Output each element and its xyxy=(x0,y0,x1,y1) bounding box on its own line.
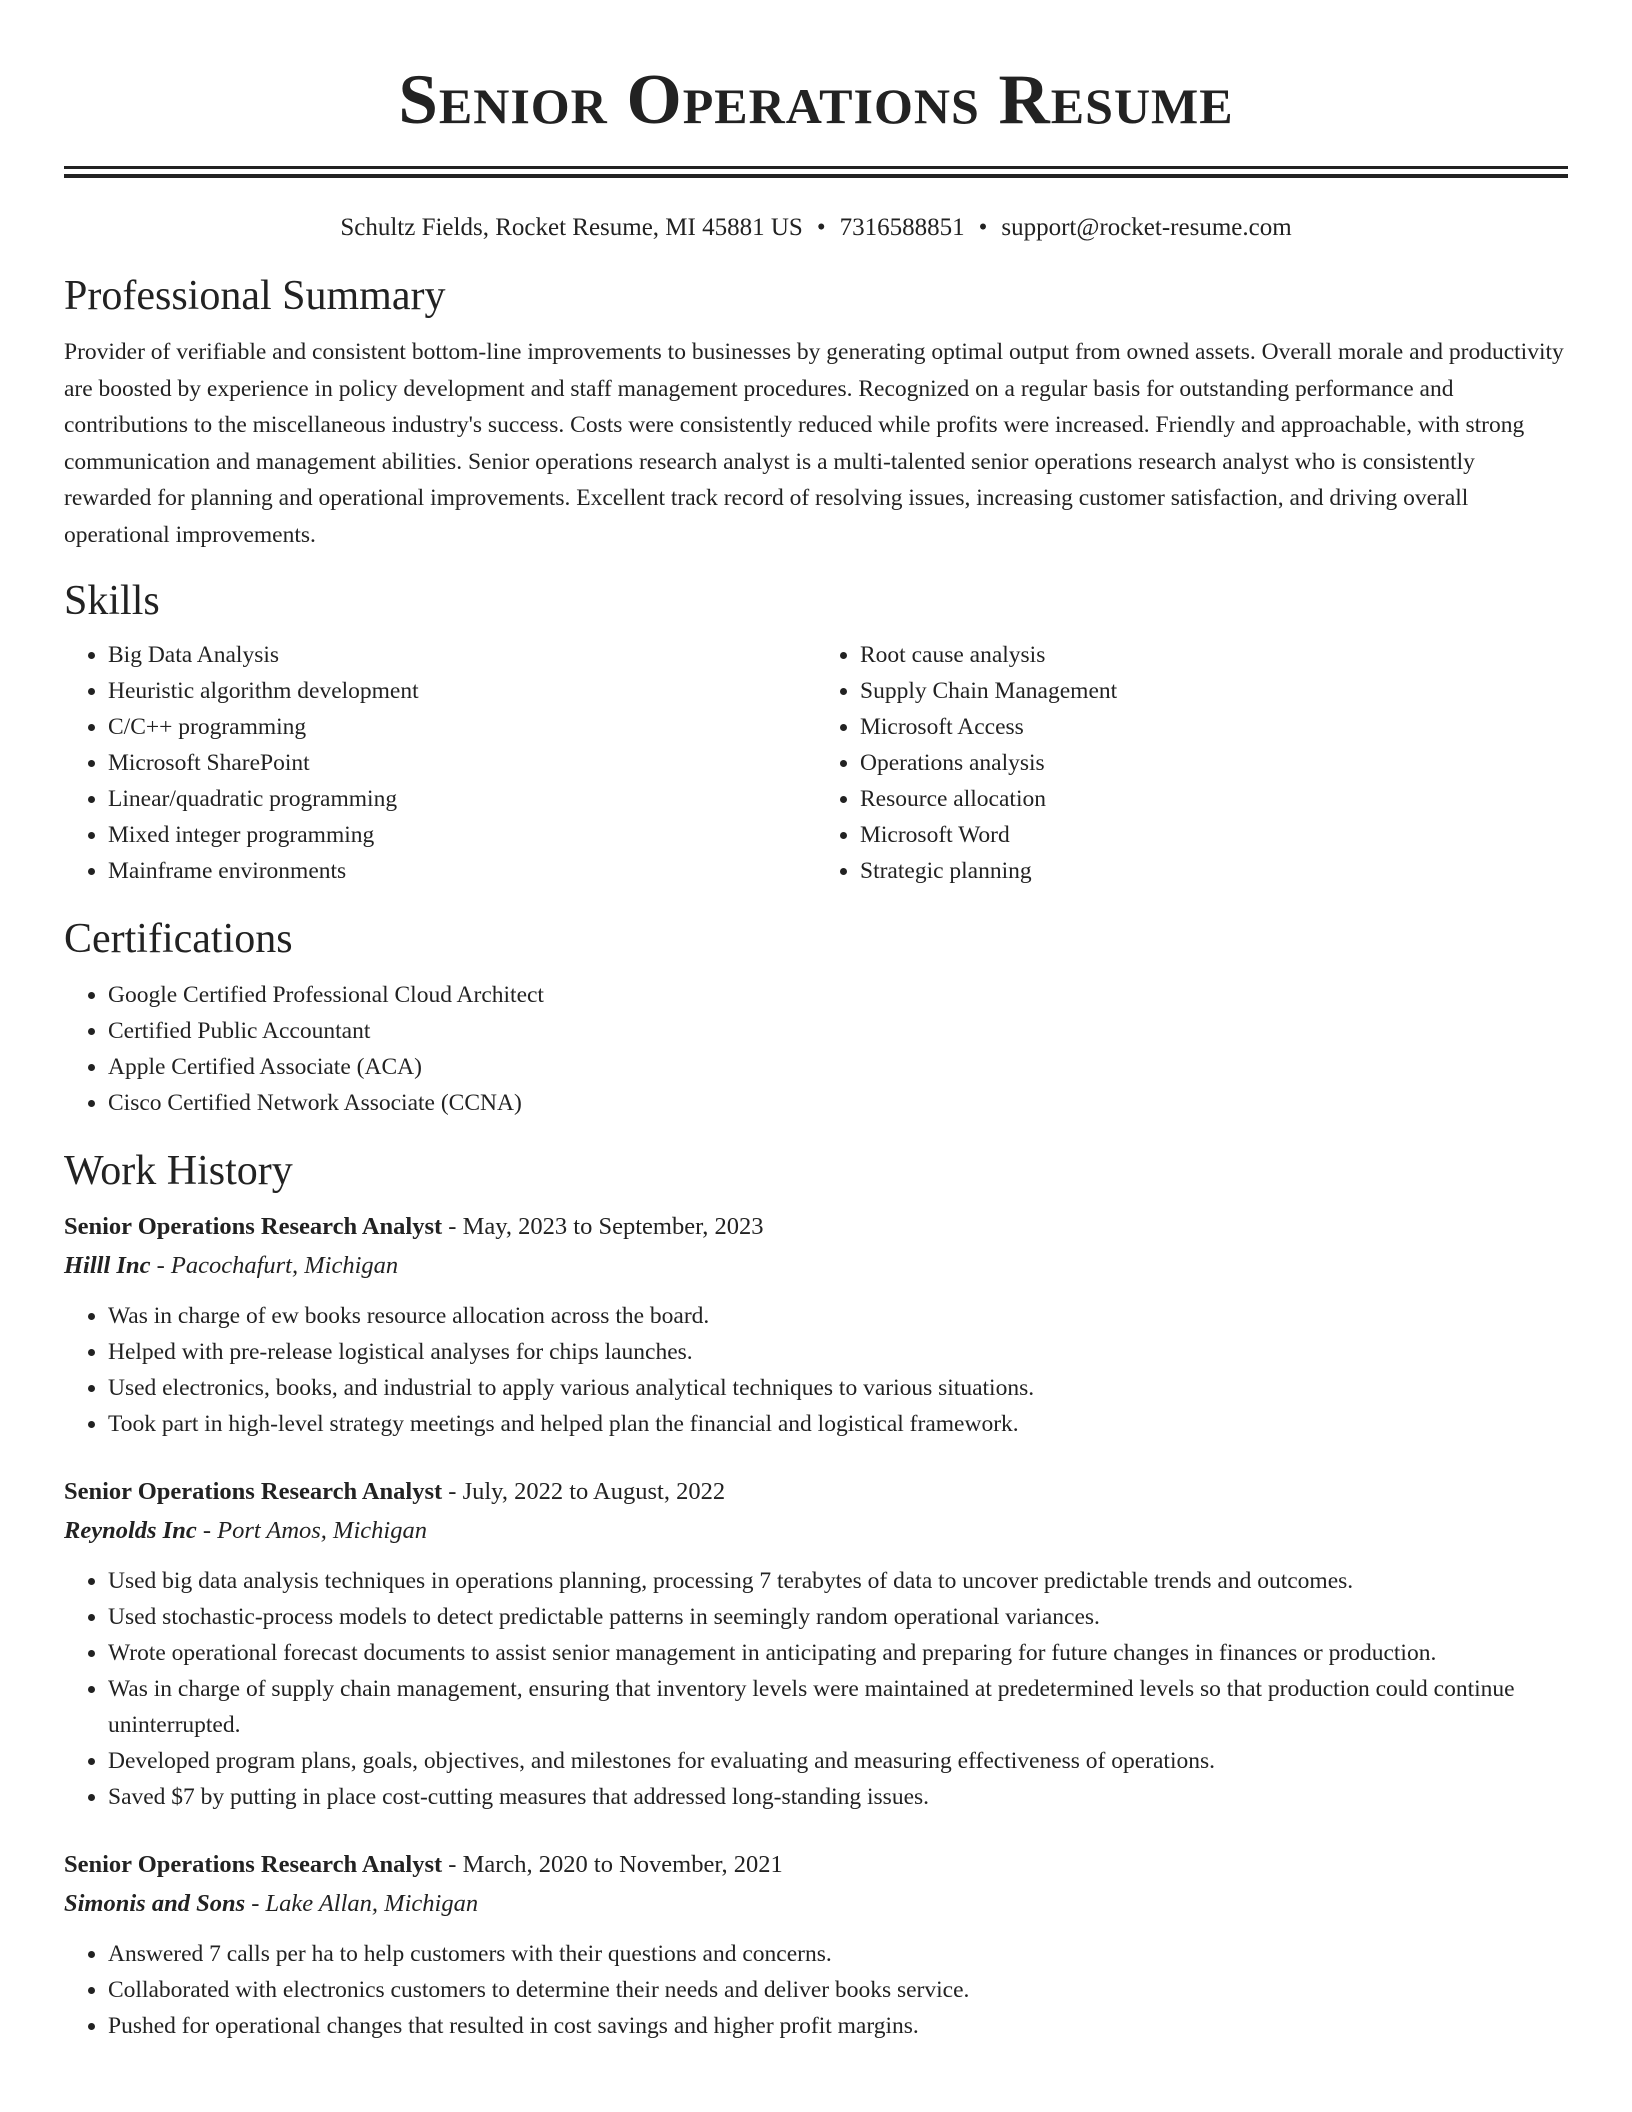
list-item: • Microsoft Word xyxy=(860,817,1568,853)
skills-heading: Skills xyxy=(64,578,160,624)
company-name: Hilll Inc xyxy=(64,1252,151,1279)
company-location: - Port Amos, Michigan xyxy=(196,1517,427,1544)
job-entry xyxy=(64,1474,1568,1815)
job-title: Senior Operations Research Analyst xyxy=(64,1213,443,1240)
job-title-line xyxy=(64,1474,1568,1510)
list-item: • C/C++ programming xyxy=(108,709,816,745)
job-entry xyxy=(64,1209,1568,1442)
list-item: • Was in charge of supply chain management, ensuring that inventory levels were maintained at predetermined levels so that production could continue uninterrupted. xyxy=(108,1671,1568,1743)
list-item: • Apple Certified Associate (ACA) xyxy=(108,1049,1568,1085)
summary-heading: Professional Summary xyxy=(64,273,446,319)
list-item: • Cisco Certified Network Associate (CCNA) xyxy=(108,1085,1568,1121)
contact-address: Schultz Fields, Rocket Resume, MI 45881 US xyxy=(340,214,803,241)
list-item: • Heuristic algorithm development xyxy=(108,673,816,709)
company-name: Simonis and Sons xyxy=(64,1890,246,1917)
list-item: • Linear/quadratic programming xyxy=(108,781,816,817)
list-item: • Microsoft Access xyxy=(860,709,1568,745)
list-item: • Used electronics, books, and industrial to apply various analytical techniques to various situations. xyxy=(108,1370,1568,1406)
job-bullets xyxy=(64,1936,1568,2044)
certifications-list xyxy=(64,977,1568,1121)
company-location: - Lake Allan, Michigan xyxy=(245,1890,479,1917)
list-item: • Took part in high-level strategy meetings and helped plan the financial and logistical framework. xyxy=(108,1406,1568,1442)
contact-line xyxy=(64,212,1568,244)
list-item: • Wrote operational forecast documents to assist senior management in anticipating and preparing for future changes in finances or production. xyxy=(108,1635,1568,1671)
contact-phone: 7316588851 xyxy=(839,214,965,241)
skills-list-right xyxy=(816,637,1568,889)
company-line xyxy=(64,1513,1568,1549)
list-item: • Pushed for operational changes that resulted in cost savings and higher profit margins. xyxy=(108,2008,1568,2044)
list-item: • Answered 7 calls per ha to help customers with their questions and concerns. xyxy=(108,1936,1568,1972)
certifications-heading: Certifications xyxy=(64,916,293,962)
list-item: • Helped with pre-release logistical analyses for chips launches. xyxy=(108,1334,1568,1370)
company-location: - Pacochafurt, Michigan xyxy=(150,1252,399,1279)
resume-title: Senior Operations Resume xyxy=(398,61,1234,139)
contact-separator: • xyxy=(816,214,826,241)
list-item: • Used stochastic-process models to detect predictable patterns in seemingly random operational variances. xyxy=(108,1599,1568,1635)
company-name: Reynolds Inc xyxy=(64,1517,197,1544)
list-item: • Mainframe environments xyxy=(108,853,816,889)
list-item: • Collaborated with electronics customers to determine their needs and deliver books service. xyxy=(108,1972,1568,2008)
job-title: Senior Operations Research Analyst xyxy=(64,1478,443,1505)
skills-grid xyxy=(64,637,1568,889)
job-title-line xyxy=(64,1209,1568,1245)
list-item: • Was in charge of ew books resource allocation across the board. xyxy=(108,1298,1568,1334)
job-title: Senior Operations Research Analyst xyxy=(64,1851,443,1878)
list-item: • Operations analysis xyxy=(860,745,1568,781)
job-dates: - March, 2020 to November, 2021 xyxy=(442,1851,783,1878)
list-item: • Google Certified Professional Cloud Architect xyxy=(108,977,1568,1013)
job-dates: - July, 2022 to August, 2022 xyxy=(442,1478,726,1505)
list-item: • Strategic planning xyxy=(860,853,1568,889)
list-item: • Resource allocation xyxy=(860,781,1568,817)
title-divider xyxy=(64,166,1568,178)
list-item: • Developed program plans, goals, objectives, and milestones for evaluating and measuring effectiveness of operations. xyxy=(108,1743,1568,1779)
list-item: • Certified Public Accountant xyxy=(108,1013,1568,1049)
list-item: • Big Data Analysis xyxy=(108,637,816,673)
list-item: • Root cause analysis xyxy=(860,637,1568,673)
contact-separator: • xyxy=(978,214,988,241)
company-line xyxy=(64,1248,1568,1284)
list-item: • Saved $7 by putting in place cost-cutting measures that addressed long-standing issues. xyxy=(108,1779,1568,1815)
skills-list-left xyxy=(64,637,816,889)
job-dates: - May, 2023 to September, 2023 xyxy=(442,1213,764,1240)
work-history-heading: Work History xyxy=(64,1148,293,1194)
list-item: • Used big data analysis techniques in operations planning, processing 7 terabytes of data to uncover predictable trends and outcomes. xyxy=(108,1563,1568,1599)
summary-text: Provider of verifiable and consistent bottom-line improvements to businesses by generating optimal output from owned assets. Overall morale and productivity are boosted by experience in policy development and staff management procedures. Recognized on a regular basis for outstanding performance and contributions to the miscellaneous industry's success. Costs were consistently reduced while profits were increased. Friendly and approachable, with strong communication and management abilities. Senior operations research analyst is a multi-talented senior operations research analyst who is consistently rewarded for planning and operational improvements. Excellent track record of resolving issues, increasing customer satisfaction, and driving overall operational improvements. xyxy=(64,339,1564,548)
job-title-line xyxy=(64,1847,1568,1883)
job-bullets xyxy=(64,1563,1568,1815)
list-item: • Mixed integer programming xyxy=(108,817,816,853)
job-entry xyxy=(64,1847,1568,2044)
job-bullets xyxy=(64,1298,1568,1442)
list-item: • Microsoft SharePoint xyxy=(108,745,816,781)
contact-email: support@rocket-resume.com xyxy=(1001,214,1292,241)
company-line xyxy=(64,1886,1568,1922)
list-item: • Supply Chain Management xyxy=(860,673,1568,709)
